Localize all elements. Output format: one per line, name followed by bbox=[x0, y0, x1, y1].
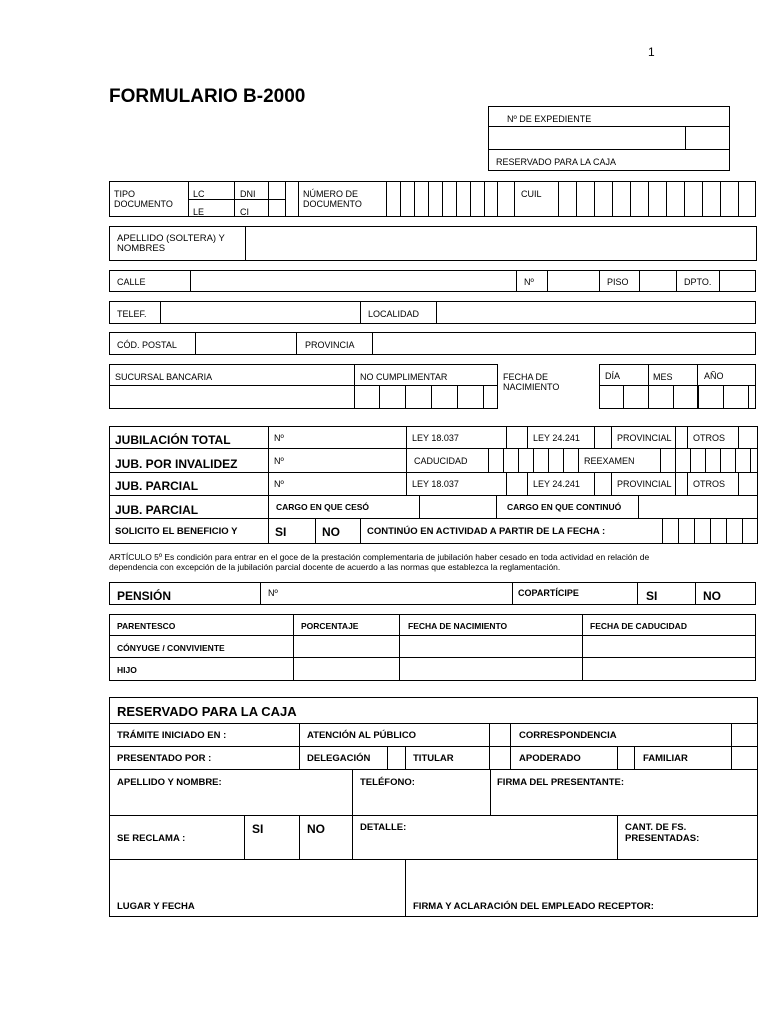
reexamen-field[interactable] bbox=[660, 449, 758, 472]
divider bbox=[514, 181, 515, 217]
anio-label: AÑO bbox=[704, 371, 724, 381]
porcentaje-header: PORCENTAJE bbox=[301, 621, 359, 631]
divider bbox=[109, 657, 756, 658]
lugar-fecha-label: LUGAR Y FECHA bbox=[117, 901, 195, 912]
jt-ley24241-label: LEY 24.241 bbox=[533, 433, 580, 443]
divider bbox=[299, 723, 300, 769]
parentesco-header: PARENTESCO bbox=[117, 621, 176, 631]
divider bbox=[260, 582, 261, 605]
divider bbox=[399, 614, 400, 681]
apoderado-check[interactable] bbox=[617, 746, 635, 769]
delegacion-label: DELEGACIÓN bbox=[307, 753, 371, 764]
ci-label: CI bbox=[240, 207, 249, 217]
jt-provincial-label: PROVINCIAL bbox=[617, 433, 672, 443]
jt-otros-label: OTROS bbox=[693, 433, 726, 443]
apellido-label: APELLIDO (SOLTERA) Y NOMBRES bbox=[117, 233, 225, 254]
divider bbox=[244, 815, 245, 859]
cod-postal-label: CÓD. POSTAL bbox=[117, 340, 177, 350]
jp-otros-label: OTROS bbox=[693, 479, 726, 489]
solicito-si[interactable]: SI bbox=[275, 525, 287, 539]
form-title: FORMULARIO B-2000 bbox=[109, 86, 306, 107]
divider bbox=[695, 582, 696, 605]
no-cumplimentar-field[interactable] bbox=[354, 386, 498, 409]
reexamen-label: REEXAMEN bbox=[584, 456, 635, 466]
divider bbox=[406, 426, 407, 449]
jt-ley18037-check[interactable] bbox=[506, 426, 528, 449]
solicito-label: SOLICITO EL BENEFICIO Y bbox=[115, 526, 238, 537]
coparticipe-label: COPARTÍCIPE bbox=[518, 588, 579, 598]
cargo-ceso-field[interactable] bbox=[419, 496, 497, 518]
apellido-field[interactable] bbox=[245, 226, 757, 261]
fecha-nacimiento-label: FECHA DE NACIMIENTO bbox=[503, 372, 560, 392]
fecha-cad-header: FECHA DE CADUCIDAD bbox=[590, 621, 687, 631]
divider bbox=[188, 199, 286, 200]
jp-ley24241-check[interactable] bbox=[594, 472, 612, 495]
expediente-field[interactable] bbox=[488, 126, 730, 150]
firma-presentante-label: FIRMA DEL PRESENTANTE: bbox=[497, 777, 625, 788]
pension-si[interactable]: SI bbox=[646, 589, 658, 603]
reclama-no[interactable]: NO bbox=[307, 822, 325, 836]
titular-check[interactable] bbox=[489, 746, 511, 769]
correspondencia-label: CORRESPONDENCIA bbox=[519, 730, 617, 741]
titular-label: TITULAR bbox=[413, 753, 454, 764]
pension-row bbox=[109, 582, 756, 605]
calle-field[interactable] bbox=[190, 270, 517, 292]
lc-label: LC bbox=[193, 189, 205, 199]
cuil-field[interactable] bbox=[558, 181, 756, 217]
caducidad-label: CADUCIDAD bbox=[414, 456, 468, 466]
tipo-documento-label: TIPO DOCUMENTO bbox=[114, 189, 173, 209]
jp-ley24241-label: LEY 24.241 bbox=[533, 479, 580, 489]
divider bbox=[109, 518, 758, 519]
piso-field[interactable] bbox=[639, 270, 677, 292]
divider bbox=[685, 126, 686, 150]
correspondencia-check[interactable] bbox=[731, 723, 732, 746]
divider bbox=[268, 518, 269, 544]
telef-field[interactable] bbox=[160, 301, 361, 324]
divider bbox=[234, 181, 235, 217]
numero-label: Nº bbox=[524, 277, 534, 287]
divider bbox=[512, 582, 513, 605]
atencion-check[interactable] bbox=[489, 723, 511, 746]
divider bbox=[490, 769, 491, 815]
divider bbox=[405, 859, 406, 917]
firma-empleado-label: FIRMA Y ACLARACIÓN DEL EMPLEADO RECEPTOR: bbox=[413, 901, 654, 912]
pension-no[interactable]: NO bbox=[703, 589, 721, 603]
divider bbox=[637, 582, 638, 605]
apoderado-label: APODERADO bbox=[519, 753, 581, 764]
numero-field[interactable] bbox=[547, 270, 600, 292]
provincia-label: PROVINCIA bbox=[305, 340, 355, 350]
jp-ley18037-label: LEY 18.037 bbox=[412, 479, 459, 489]
divider bbox=[109, 472, 758, 473]
cargo-ceso-label: CARGO EN QUE CESÓ bbox=[276, 502, 370, 512]
divider bbox=[582, 614, 583, 681]
divider bbox=[299, 815, 300, 859]
telef-label: TELEF. bbox=[117, 309, 147, 319]
divider bbox=[268, 496, 269, 518]
cargo-continuo-label: CARGO EN QUE CONTINUÓ bbox=[507, 502, 622, 512]
hijo-label: HIJO bbox=[117, 665, 137, 675]
atencion-label: ATENCIÓN AL PÚBLICO bbox=[307, 730, 417, 741]
reservado-caja-label: RESERVADO PARA LA CAJA bbox=[496, 157, 617, 167]
expediente-label: Nº DE EXPEDIENTE bbox=[507, 114, 592, 124]
familiar-label: FAMILIAR bbox=[643, 753, 688, 764]
dpto-label: DPTO. bbox=[684, 277, 712, 287]
jp-provincial-label: PROVINCIAL bbox=[617, 479, 672, 489]
divider bbox=[352, 815, 353, 859]
jp-provincial-check[interactable] bbox=[675, 472, 688, 495]
divider bbox=[406, 449, 407, 472]
caducidad-field[interactable] bbox=[488, 449, 578, 472]
solicito-no[interactable]: NO bbox=[322, 525, 340, 539]
apellido-nombre-label: APELLIDO Y NOMBRE: bbox=[117, 777, 222, 788]
sucursal-label: SUCURSAL BANCARIA bbox=[115, 372, 213, 382]
dia-label: DÍA bbox=[605, 371, 621, 381]
piso-label: PISO bbox=[607, 277, 629, 287]
provincia-field[interactable] bbox=[372, 332, 756, 355]
jt-numero-label: Nº bbox=[274, 433, 284, 443]
ji-numero-label: Nº bbox=[274, 456, 284, 466]
jt-ley18037-label: LEY 18.037 bbox=[412, 433, 459, 443]
jt-ley24241-check[interactable] bbox=[594, 426, 612, 449]
continuo-date-field[interactable] bbox=[662, 518, 758, 544]
divider bbox=[268, 426, 269, 496]
cant-fs-label: CANT. DE FS. PRESENTADAS: bbox=[625, 822, 700, 844]
pension-label: PENSIÓN bbox=[117, 589, 172, 603]
jt-provincial-check[interactable] bbox=[675, 426, 688, 449]
divider bbox=[109, 815, 758, 816]
jub-parcial-2-label: JUB. PARCIAL bbox=[115, 503, 199, 517]
divider bbox=[298, 181, 299, 217]
telefono-label: TELÉFONO: bbox=[360, 777, 415, 788]
tramite-label: TRÁMITE INICIADO EN : bbox=[117, 730, 227, 741]
jp-ley18037-check[interactable] bbox=[506, 472, 528, 495]
dpto-field[interactable] bbox=[719, 270, 756, 292]
continuo-label: CONTINÚO EN ACTIVIDAD A PARTIR DE LA FECHA : bbox=[367, 526, 606, 537]
mes-label: MES bbox=[653, 372, 673, 382]
divider bbox=[617, 815, 618, 859]
divider bbox=[578, 449, 579, 472]
jubilacion-total-label: JUBILACIÓN TOTAL bbox=[115, 433, 231, 447]
delegacion-check[interactable] bbox=[387, 746, 406, 769]
cargo-continuo-field[interactable] bbox=[638, 496, 639, 518]
jp-otros-check[interactable] bbox=[738, 472, 739, 495]
numero-documento-label: NÚMERO DE DOCUMENTO bbox=[303, 189, 362, 209]
articulo-note: ARTÍCULO 5º Es condición para entrar en el goce de la prestación complementaria de jubilación haber cesado en toda actividad en relación de dependencia con excepción de la jubilación parcial docente de acuerdo a las normas que establezca la reglamentación. bbox=[109, 552, 650, 572]
dni-label: DNI bbox=[240, 189, 256, 199]
divider bbox=[109, 746, 758, 747]
no-cumplimentar-label: NO CUMPLIMENTAR bbox=[360, 372, 448, 382]
localidad-field[interactable] bbox=[436, 301, 756, 324]
divider bbox=[293, 614, 294, 681]
divider bbox=[360, 518, 361, 544]
divider bbox=[109, 769, 758, 770]
divider bbox=[406, 472, 407, 495]
divider bbox=[315, 518, 316, 544]
divider bbox=[268, 181, 269, 217]
cuil-label: CUIL bbox=[521, 189, 542, 199]
reclama-si[interactable]: SI bbox=[252, 822, 264, 836]
conyuge-label: CÓNYUGE / CONVIVIENTE bbox=[117, 643, 225, 653]
fecha-nac-header: FECHA DE NACIMIENTO bbox=[408, 621, 508, 631]
numero-documento-field[interactable] bbox=[386, 181, 498, 217]
divider bbox=[109, 723, 758, 724]
page-number: 1 bbox=[648, 45, 655, 59]
divider bbox=[109, 635, 756, 636]
divider bbox=[352, 769, 353, 815]
jub-invalidez-label: JUB. POR INVALIDEZ bbox=[115, 457, 238, 471]
divider bbox=[109, 859, 758, 860]
pension-numero-label: Nº bbox=[268, 588, 278, 598]
le-label: LE bbox=[193, 207, 205, 217]
se-reclama-label: SE RECLAMA : bbox=[117, 833, 186, 844]
calle-label: CALLE bbox=[117, 277, 146, 287]
jp-numero-label: Nº bbox=[274, 479, 284, 489]
familiar-check[interactable] bbox=[731, 746, 732, 769]
localidad-label: LOCALIDAD bbox=[368, 309, 420, 319]
presentado-label: PRESENTADO POR : bbox=[117, 753, 212, 764]
jt-otros-check[interactable] bbox=[738, 426, 739, 449]
reservado-title: RESERVADO PARA LA CAJA bbox=[117, 704, 297, 719]
detalle-label: DETALLE: bbox=[360, 822, 407, 833]
jub-parcial-label: JUB. PARCIAL bbox=[115, 479, 199, 493]
cod-postal-field[interactable] bbox=[195, 332, 297, 355]
birth-date-field[interactable] bbox=[599, 386, 756, 409]
